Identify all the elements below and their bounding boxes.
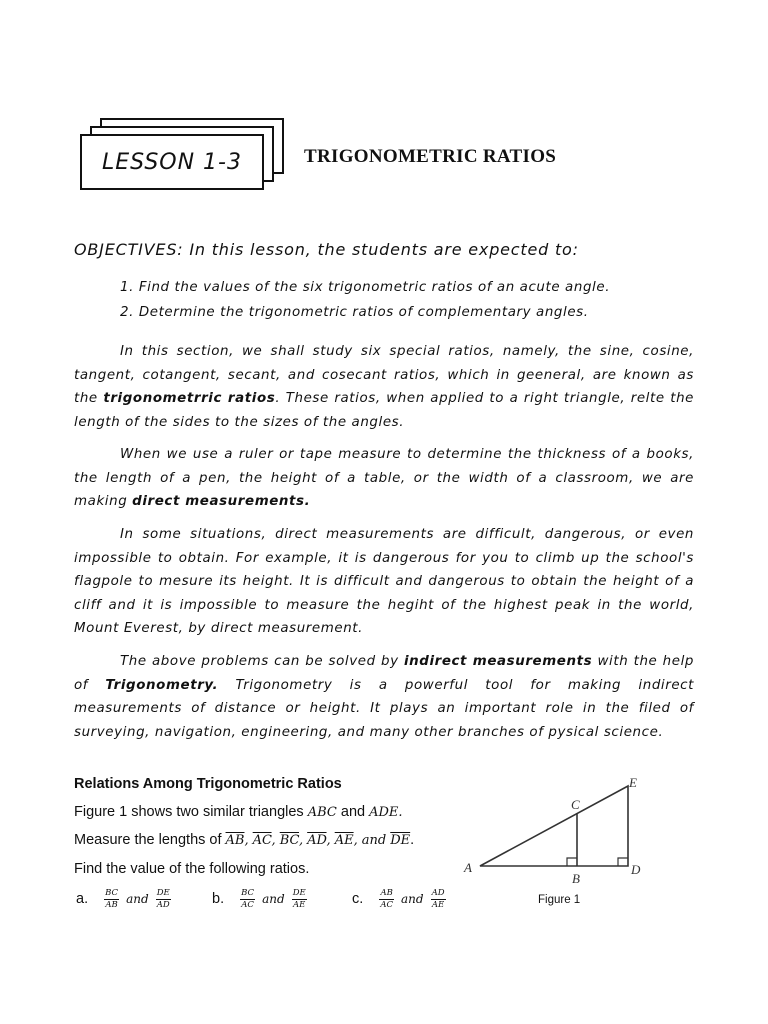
paragraph-3 xyxy=(74,523,694,641)
relations-line-2: Measure the lengths of $\overline{AB}$, $\overline{AC}$, $\overline{BC}$, $\overline{AD}$, $\overline{AE}$, and $\overline{DE}$. xyxy=(74,832,415,848)
fraction-denominator: AB xyxy=(105,900,118,910)
fraction-denominator: AE xyxy=(431,900,445,910)
segment-bc: $\overline{BC}$ xyxy=(279,833,299,848)
ratio-item-a-and: and xyxy=(126,892,149,907)
paragraph-1-bold: trigonometrric ratios xyxy=(103,391,276,406)
relations-line-1 xyxy=(74,804,403,820)
ratio-item-c-label: c. xyxy=(352,891,364,908)
fraction-ab-ac xyxy=(379,888,394,911)
ratio-item-a xyxy=(76,888,171,911)
segment-ab: $\overline{AB}$ xyxy=(225,833,245,848)
ratio-item-b-and: and xyxy=(262,892,285,907)
paragraph-4-text-c: with the help of xyxy=(74,654,695,693)
vertex-label-c: C xyxy=(571,797,580,812)
fraction-bc-ac xyxy=(240,888,255,911)
similar-triangles-figure xyxy=(458,772,658,890)
paragraph-4-bold-a: indirect measurements xyxy=(403,654,593,669)
paragraph-1 xyxy=(74,340,694,434)
lesson-badge xyxy=(80,118,290,190)
figure-caption: Figure 1 xyxy=(538,894,581,906)
objectives-heading: OBJECTIVES: In this lesson, the students are expected to: xyxy=(74,240,579,259)
vertex-label-b: B xyxy=(572,871,580,886)
fraction-de-ad xyxy=(156,888,171,911)
paragraph-4-text-e: Trigonometry is a powerful tool for making indirect measurements of distance or height. It plays an important role in the filed of surveying, navigation, engineering, and many other branches of pysical science. xyxy=(74,677,694,740)
triangle-abc: ABC xyxy=(307,805,337,820)
paragraph-3-text: In some situations, direct measurements are difficult, dangerous, or even impossible to obtain. For example, it is dangerous for you to climb up the school's flagpole to mesure its height. It is difficult and dangerous to obtain the height of a cliff and it is impossible to measure the hegiht of the highest peak in the world, Mount Everest, by direct measurement. xyxy=(74,527,694,636)
fraction-numerator: DE xyxy=(292,888,306,898)
ratio-item-c xyxy=(352,888,446,911)
fraction-bc-ab xyxy=(104,888,119,911)
paragraph-2 xyxy=(74,443,694,514)
segments-and: and xyxy=(361,833,387,848)
segment-ad: $\overline{AD}$ xyxy=(307,833,327,848)
right-angle-marker-b xyxy=(567,858,577,866)
fraction-numerator: BC xyxy=(105,888,119,898)
relations-line-2-prefix: Measure the lengths of xyxy=(74,832,222,848)
relations-heading: Relations Among Trigonometric Ratios xyxy=(74,776,342,792)
ratio-item-a-label: a. xyxy=(76,891,89,908)
vertex-label-e: E xyxy=(629,775,637,790)
fraction-denominator: AE xyxy=(293,900,306,910)
fraction-numerator: AB xyxy=(380,888,393,898)
relations-line-1-prefix: Figure 1 shows two similar triangles xyxy=(74,804,304,820)
paragraph-4-text-a: The above problems can be solved by xyxy=(120,654,399,669)
paragraph-1-text-c: . These ratios, when applied to a right triangle, relte the length of the sides to the sizes of the angles. xyxy=(74,391,694,430)
segment-de: $\overline{DE}$ xyxy=(390,833,411,848)
ratio-item-b xyxy=(212,888,307,911)
vertex-label-a: A xyxy=(464,860,472,875)
fraction-numerator: AD xyxy=(431,888,445,898)
triangle-ade: ADE. xyxy=(369,805,403,820)
lesson-title: TRIGONOMETRIC RATIOS xyxy=(304,146,557,167)
fraction-numerator: BC xyxy=(241,888,255,898)
fraction-ad-ae xyxy=(431,888,446,911)
paragraph-1-text-a: In this section, we shall study six special ratios, namely, the sine, cosine, tangent, cotangent, secant, and cosecant ratios, which in geeneral, are known as the xyxy=(74,344,694,406)
right-angle-marker-d xyxy=(618,858,628,866)
ratio-item-b-label: b. xyxy=(212,891,225,908)
badge-card-front xyxy=(80,134,264,190)
relations-line-3: Find the value of the following ratios. xyxy=(74,861,310,877)
paragraph-2-text-a: When we use a ruler or tape measure to determine the thickness of a books, the length of a pen, the height of a table, or the width of a classroom, we are making xyxy=(74,447,694,509)
fraction-numerator: DE xyxy=(156,888,170,898)
paragraph-4-bold-b: Trigonometry. xyxy=(105,677,219,693)
objective-item-1: 1. Find the values of the six trigonometric ratios of an acute angle. xyxy=(120,280,611,295)
objective-item-2: 2. Determine the trigonometric ratios of complementary angles. xyxy=(120,305,589,320)
fraction-de-ae xyxy=(292,888,307,911)
fraction-denominator: AC xyxy=(380,900,393,910)
ratio-item-c-and: and xyxy=(401,892,424,907)
paragraph-4 xyxy=(74,650,694,744)
triangle-outline xyxy=(480,786,628,866)
lesson-label: LESSON 1-3 xyxy=(101,149,242,175)
fraction-denominator: AC xyxy=(241,900,254,910)
relations-line-1-and: and xyxy=(340,804,366,820)
paragraph-2-bold: direct measurements. xyxy=(132,494,311,509)
segment-ac: $\overline{AC}$ xyxy=(252,833,272,848)
vertex-label-d: D xyxy=(631,862,641,877)
segment-ae: $\overline{AE}$ xyxy=(334,833,354,848)
fraction-denominator: AD xyxy=(156,900,170,910)
